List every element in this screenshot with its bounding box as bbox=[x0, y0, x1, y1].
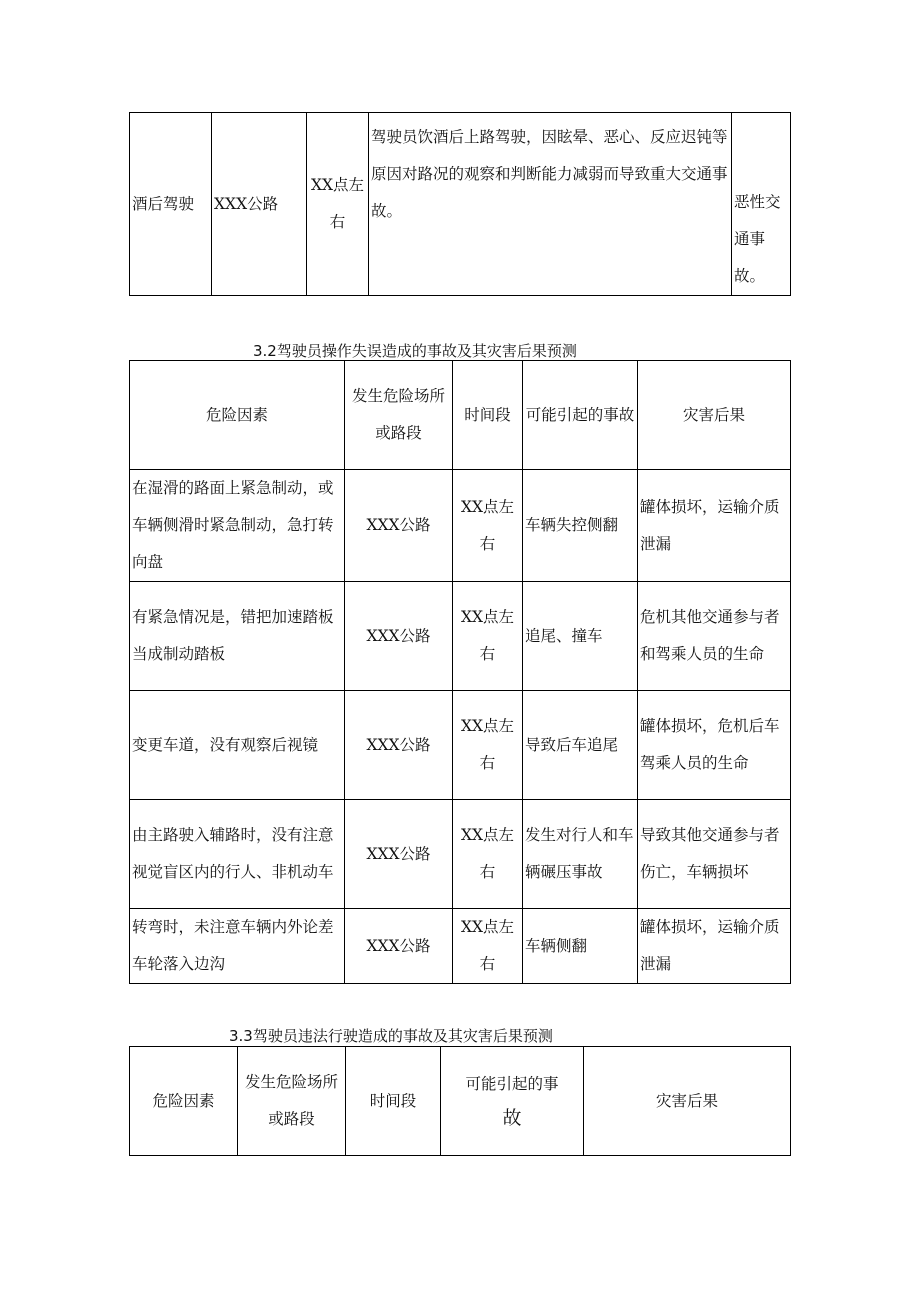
header-consequence: 灾害后果 bbox=[638, 361, 791, 470]
place-cell: XXX公路 bbox=[345, 909, 453, 984]
header-factor: 危险因素 bbox=[130, 361, 345, 470]
header-place: 发生危险场所或路段 bbox=[238, 1047, 346, 1156]
accident-cell: 车辆侧翻 bbox=[523, 909, 638, 984]
time-cell: XX点左右 bbox=[453, 582, 523, 691]
factor-cell: 转弯时，未注意车辆内外论差车轮落入边沟 bbox=[130, 909, 345, 984]
description-cell: 驾驶员饮酒后上路驾驶，因眩晕、恶心、反应迟钝等原因对路况的观察和判断能力减弱而导致重大交通事故。 bbox=[369, 113, 732, 296]
header-accident bbox=[441, 1047, 584, 1156]
accident-cell: 追尾、撞车 bbox=[523, 582, 638, 691]
time-cell: XX点左右 bbox=[307, 113, 369, 296]
header-accident-line1: 可能引起的事 bbox=[465, 1074, 559, 1093]
consequence-cell: 导致其他交通参与者伤亡，车辆损坏 bbox=[638, 800, 791, 909]
consequence-cell: 罐体损坏，危机后车驾乘人员的生命 bbox=[638, 691, 791, 800]
table-row bbox=[130, 113, 791, 296]
table-row bbox=[130, 909, 791, 984]
factor-cell: 由主路驶入辅路时，没有注意视觉盲区内的行人、非机动车 bbox=[130, 800, 345, 909]
factor-cell: 有紧急情况是，错把加速踏板当成制动踏板 bbox=[130, 582, 345, 691]
section-title: 3.2驾驶员操作失误造成的事故及其灾害后果预测 bbox=[253, 342, 577, 360]
header-row bbox=[130, 361, 791, 470]
table-illegal-driving bbox=[129, 1046, 791, 1156]
table-row bbox=[130, 470, 791, 582]
section-title: 3.3驾驶员违法行驶造成的事故及其灾害后果预测 bbox=[229, 1027, 553, 1045]
table-drunk-driving bbox=[129, 112, 791, 296]
consequence-cell: 恶性交通事故。 bbox=[732, 113, 791, 296]
place-cell: XXX公路 bbox=[212, 113, 307, 296]
place-cell: XXX公路 bbox=[345, 582, 453, 691]
place-cell: XXX公路 bbox=[345, 800, 453, 909]
table-operation-errors bbox=[129, 360, 791, 984]
consequence-cell: 罐体损坏，运输介质泄漏 bbox=[638, 909, 791, 984]
table-row bbox=[130, 691, 791, 800]
factor-cell: 变更车道，没有观察后视镜 bbox=[130, 691, 345, 800]
accident-cell: 导致后车追尾 bbox=[523, 691, 638, 800]
header-accident: 可能引起的事故 bbox=[523, 361, 638, 470]
consequence-cell: 罐体损坏，运输介质泄漏 bbox=[638, 470, 791, 582]
header-factor: 危险因素 bbox=[130, 1047, 238, 1156]
factor-cell: 在湿滑的路面上紧急制动，或车辆侧滑时紧急制动，急打转向盘 bbox=[130, 470, 345, 582]
header-time: 时间段 bbox=[453, 361, 523, 470]
table-row bbox=[130, 800, 791, 909]
header-accident-line2: 故 bbox=[502, 1106, 522, 1129]
factor-cell: 酒后驾驶 bbox=[130, 113, 212, 296]
place-cell: XXX公路 bbox=[345, 691, 453, 800]
time-cell: XX点左右 bbox=[453, 800, 523, 909]
table-row bbox=[130, 582, 791, 691]
place-cell: XXX公路 bbox=[345, 470, 453, 582]
consequence-cell: 危机其他交通参与者和驾乘人员的生命 bbox=[638, 582, 791, 691]
header-row bbox=[130, 1047, 791, 1156]
header-consequence: 灾害后果 bbox=[584, 1047, 791, 1156]
time-cell: XX点左右 bbox=[453, 470, 523, 582]
header-place: 发生危险场所或路段 bbox=[345, 361, 453, 470]
accident-cell: 发生对行人和车辆碾压事故 bbox=[523, 800, 638, 909]
header-time: 时间段 bbox=[346, 1047, 441, 1156]
accident-cell: 车辆失控侧翻 bbox=[523, 470, 638, 582]
time-cell: XX点左右 bbox=[453, 691, 523, 800]
time-cell: XX点左右 bbox=[453, 909, 523, 984]
